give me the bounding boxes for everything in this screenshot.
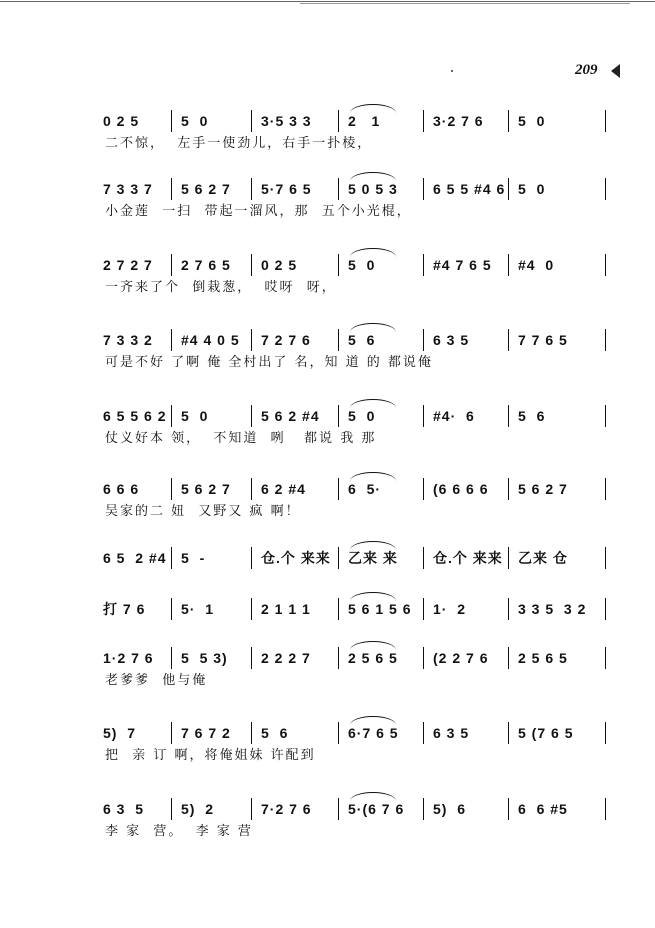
slur-mark <box>350 472 396 481</box>
measure: 3 3 5 3 2 <box>518 601 587 617</box>
barline <box>423 647 424 669</box>
barline <box>251 598 252 620</box>
measure: 5· 1 <box>181 601 215 617</box>
slur-mark <box>350 716 396 725</box>
notes-row <box>95 545 620 571</box>
measure: 2 5 6 5 <box>518 650 568 666</box>
notes-row <box>95 252 620 278</box>
slur-mark <box>350 592 396 601</box>
measure: 1· 2 <box>433 601 467 617</box>
barline <box>605 722 606 744</box>
barline <box>171 329 172 351</box>
barline <box>605 798 606 820</box>
measure: 6·7 6 5 <box>348 725 399 741</box>
measure: 6 5 5 6 2 <box>103 408 167 424</box>
barline <box>423 110 424 132</box>
barline <box>508 110 509 132</box>
barline <box>251 110 252 132</box>
measure: 仓.个 来来 <box>261 550 331 566</box>
notes-row <box>95 796 620 822</box>
lyrics-line: 可是不好 了啊 俺 全村出了 名，知 道 的 都说俺 <box>105 355 433 370</box>
barline <box>251 722 252 744</box>
measure: 5 6 <box>348 332 376 348</box>
slur-mark <box>350 323 396 332</box>
measure: #4· 6 <box>433 408 475 424</box>
slur-mark <box>350 792 396 801</box>
lyrics-line: 吴家的二 妞 又野又 疯 啊！ <box>105 504 301 519</box>
measure: 2 1 <box>348 113 381 129</box>
measure: 6 3 5 <box>433 332 470 348</box>
notes-row <box>95 645 620 671</box>
barline <box>338 110 339 132</box>
measure: 1·2 7 6 <box>103 650 154 666</box>
measure: 2 7 6 5 <box>181 257 231 273</box>
barline <box>251 405 252 427</box>
measure: 7 3 3 2 <box>103 332 153 348</box>
barline <box>171 178 172 200</box>
measure: 5 6 2 7 <box>181 481 231 497</box>
measure: 5 - <box>181 550 206 566</box>
notes-row <box>95 176 620 202</box>
slur-mark <box>350 641 396 650</box>
measure: 5 6 <box>261 725 289 741</box>
barline <box>338 647 339 669</box>
speck <box>451 70 453 72</box>
barline <box>508 254 509 276</box>
barline <box>605 110 606 132</box>
measure: 7 2 7 6 <box>261 332 311 348</box>
measure: 6 6 6 <box>103 481 140 497</box>
barline <box>508 647 509 669</box>
barline <box>423 254 424 276</box>
barline <box>338 329 339 351</box>
slur-mark <box>350 248 396 257</box>
top-rule <box>0 0 655 4</box>
measure: 7 7 6 5 <box>518 332 568 348</box>
lyrics-line: 老爹爹 他与俺 <box>105 673 208 688</box>
barline <box>605 547 606 569</box>
page-number: 209 <box>575 62 598 78</box>
measure: 5 6 <box>518 408 546 424</box>
barline <box>251 647 252 669</box>
barline <box>171 478 172 500</box>
barline <box>251 178 252 200</box>
measure: 5) 7 <box>103 725 137 741</box>
barline <box>171 798 172 820</box>
notes-row <box>95 403 620 429</box>
measure: 5 (7 6 5 <box>518 725 574 741</box>
barline <box>338 722 339 744</box>
measure: 乙来 来 <box>348 550 398 566</box>
notes-row <box>95 596 620 622</box>
barline <box>605 254 606 276</box>
barline <box>423 178 424 200</box>
measure: 5) 2 <box>181 801 215 817</box>
barline <box>338 598 339 620</box>
measure: 6 3 5 <box>103 801 145 817</box>
barline <box>423 547 424 569</box>
measure: 5 0 <box>348 257 376 273</box>
page-arrow-icon <box>611 64 620 78</box>
slur-mark <box>350 172 396 181</box>
measure: 7 3 3 7 <box>103 181 153 197</box>
measure: 5) 6 <box>433 801 467 817</box>
barline <box>171 405 172 427</box>
measure: 2 5 6 5 <box>348 650 398 666</box>
barline <box>605 329 606 351</box>
measure: 5 0 <box>518 181 546 197</box>
barline <box>423 722 424 744</box>
measure: 2 2 2 7 <box>261 650 311 666</box>
barline <box>423 329 424 351</box>
measure: 5 0 5 3 <box>348 181 398 197</box>
barline <box>423 798 424 820</box>
barline <box>508 329 509 351</box>
measure: 乙来 仓 <box>518 550 568 566</box>
barline <box>508 598 509 620</box>
barline <box>508 478 509 500</box>
measure: 2 1 1 1 <box>261 601 311 617</box>
barline <box>251 547 252 569</box>
barline <box>423 478 424 500</box>
lyrics-line: 小金莲 一扫 带起一溜风，那 五个小光棍， <box>105 204 412 219</box>
barline <box>423 405 424 427</box>
barline <box>605 178 606 200</box>
measure: 5 5 3) <box>181 650 228 666</box>
barline <box>423 598 424 620</box>
barline <box>338 254 339 276</box>
measure: #4 4 0 5 <box>181 332 240 348</box>
barline <box>171 254 172 276</box>
measure: 6 5 5 #4 6 <box>433 181 506 197</box>
barline <box>605 405 606 427</box>
measure: 5·(6 7 6 <box>348 801 405 817</box>
measure: 6 5 2 #4 <box>103 550 167 566</box>
barline <box>338 547 339 569</box>
measure: 6 3 5 <box>433 725 470 741</box>
lyrics-line: 把 亲 订 啊，将俺姐妹 许配到 <box>105 748 316 763</box>
measure: 6 6 #5 <box>518 801 568 817</box>
measure: (2 2 7 6 <box>433 650 489 666</box>
measure: 5 0 <box>348 408 376 424</box>
lyrics-line <box>105 622 630 642</box>
barline <box>251 798 252 820</box>
notes-row <box>95 720 620 746</box>
lyrics-line <box>105 571 630 591</box>
slur-mark <box>350 399 396 408</box>
measure: (6 6 6 6 <box>433 481 489 497</box>
measure: 7·2 7 6 <box>261 801 312 817</box>
measure: 6 2 #4 <box>261 481 306 497</box>
barline <box>338 405 339 427</box>
barline <box>508 547 509 569</box>
slur-mark <box>350 541 396 550</box>
measure: 5 6 2 7 <box>518 481 568 497</box>
lyrics-line: 一齐来了个 倒栽葱， 哎呀 呀， <box>105 280 337 295</box>
measure: 5 6 1 5 6 <box>348 601 412 617</box>
measure: 5 0 <box>181 408 209 424</box>
measure: 5 0 <box>518 113 546 129</box>
barline <box>508 798 509 820</box>
notes-row <box>95 327 620 353</box>
barline <box>171 722 172 744</box>
measure: 6 5· <box>348 481 382 497</box>
barline <box>605 478 606 500</box>
barline <box>508 722 509 744</box>
barline <box>338 478 339 500</box>
measure: 仓.个 来来 <box>433 550 503 566</box>
measure: 5 0 <box>181 113 209 129</box>
measure: #4 7 6 5 <box>433 257 492 273</box>
lyrics-line: 李 家 营。 李 家 营 <box>105 824 253 839</box>
barline <box>171 647 172 669</box>
measure: 3·2 7 6 <box>433 113 484 129</box>
barline <box>251 329 252 351</box>
barline <box>251 478 252 500</box>
measure: 3·5 3 3 <box>261 113 312 129</box>
barline <box>171 547 172 569</box>
notes-row <box>95 108 620 134</box>
measure: 7 6 7 2 <box>181 725 231 741</box>
notes-row <box>95 476 620 502</box>
measure: 打 7 6 <box>103 601 146 617</box>
measure: 5 6 2 #4 <box>261 408 320 424</box>
barline <box>508 178 509 200</box>
measure: #4 0 <box>518 257 555 273</box>
barline <box>171 110 172 132</box>
measure: 0 2 5 <box>103 113 140 129</box>
barline <box>605 598 606 620</box>
barline <box>171 598 172 620</box>
measure: 5·7 6 5 <box>261 181 312 197</box>
barline <box>605 647 606 669</box>
slur-mark <box>350 104 396 113</box>
lyrics-line: 二不惊， 左手一使劲儿，右手一扑棱， <box>105 136 373 151</box>
barline <box>338 798 339 820</box>
measure: 5 6 2 7 <box>181 181 231 197</box>
barline <box>508 405 509 427</box>
barline <box>251 254 252 276</box>
measure: 2 7 2 7 <box>103 257 153 273</box>
lyrics-line: 仗义好本 领， 不知道 咧 都说 我 那 <box>105 431 377 446</box>
measure: 0 2 5 <box>261 257 298 273</box>
barline <box>338 178 339 200</box>
